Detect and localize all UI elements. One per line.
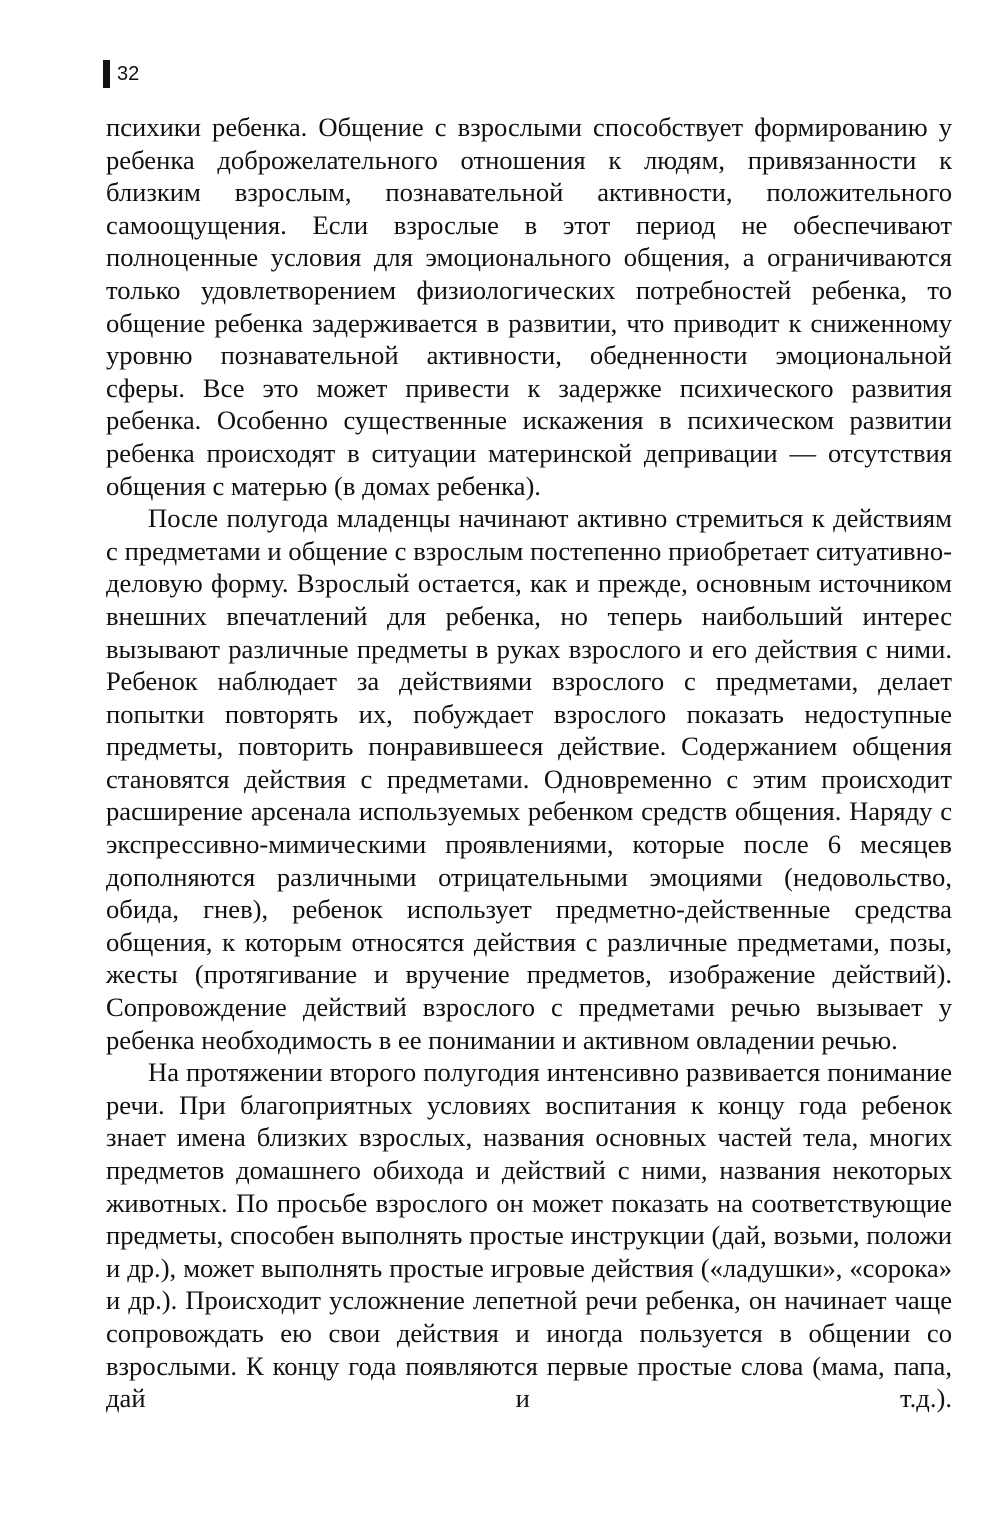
- paragraph-2: После полугода младенцы начинают активно стремиться к действиям с предметами и общение с взрослым постепенно приобретает ситуативно-деловую форму. Взрослый остается, как и прежде, основным источником внешних впечатлений для ребенка, но теперь наибольший интерес вызывают различные предметы в руках взрослого и его действия с ними. Ребенок наблюдает за действиями взрослого с предметами, делает попытки повторять их, побуждает взрослого показать недоступные предметы, повторить понравившееся действие. Содержанием общения становятся действия с предметами. Одновременно с этим происходит расширение арсенала используемых ребенком средств общения. Наряду с экспрессивно-мимическими проявлениями, которые после 6 месяцев дополняются различными отрицательными эмоциями (недовольство, обида, гнев), ребенок использует предметно-действенные средства общения, к которым относятся действия с различные предметами, позы, жесты (протягивание и вручение предметов, изображение действий). Сопровождение действий взрослого с предметами речью вызывает у ребенка необходимость в ее понимании и активном овладении речью.: [106, 503, 952, 1055]
- page-header: [103, 60, 139, 88]
- paragraph-3: На протяжении второго полугодия интенсивно развивается понимание речи. При благоприятных условиях воспитания к концу года ребенок знает имена близких взрослых, названия основных частей тела, многих предметов домашнего обихода и действий с ними, названия некоторых животных. По просьбе взрослого он может показать на соответствующие предметы, способен выполнять простые инструкции (дай, возьми, положи и др.), может выполнять простые игровые действия («ладушки», «сорока» и др.). Происходит усложнение лепетной речи ребенка, он начинает чаще сопровождать ею свои действия и иногда пользуется в общении со взрослыми. К концу года появляются первые простые слова (мама, папа, дай и т.д.).: [106, 1057, 952, 1414]
- text-body: [106, 111, 952, 1415]
- page-number: 32: [117, 63, 140, 85]
- header-marker-bar: [103, 60, 110, 88]
- paragraph-1: психики ребенка. Общение с взрослыми способствует формированию у ребенка доброжелательного отношения к людям, привязанности к близким взрослым, познавательной активности, положительного самоощущения. Если взрослые в этот период не обеспечивают полноценные условия для эмоционального общения, а ограничиваются только удовлетворением физиологических потребностей ребенка, то общение ребенка задерживается в развитии, что приводит к сниженному уровню познавательной активности, обедненности эмоциональной сферы. Все это может привести к задержке психического развития ребенка. Особенно существенные искажения в психическом развитии ребенка происходят в ситуации материнской депривации — отсутствия общения с матерью (в домах ребенка).: [106, 112, 952, 501]
